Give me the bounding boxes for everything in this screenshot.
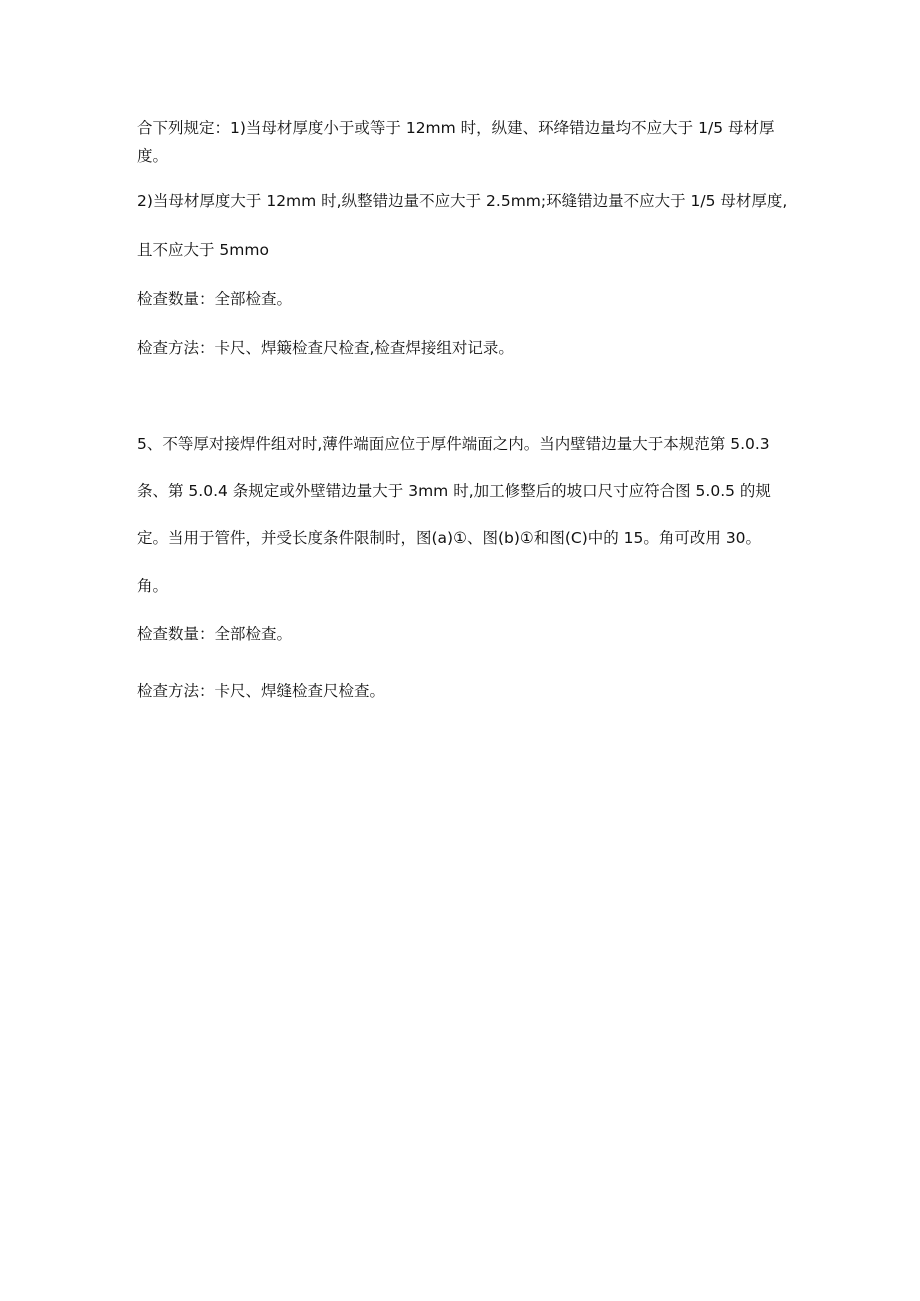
text-line-1: 合下列规定：1)当母材厚度小于或等于 12mm 时，纵建、环绛错边量均不应大于 1/5 母材厚: [137, 119, 775, 137]
text-line-4: 且不应大于 5mmo: [137, 241, 269, 259]
text-line-10: 角。: [137, 577, 169, 595]
text-line-9: 定。当用于管件，并受长度条件限制时，图(a)①、图(b)①和图(C)中的 15。角可改用 30。: [137, 529, 762, 547]
text-line-2: 度。: [137, 147, 169, 165]
text-line-3: 2)当母材厚度大于 12mm 时,纵整错边量不应大于 2.5mm;环缝错边量不应大于 1/5 母材厚度,: [137, 192, 788, 210]
text-line-11: 检查数量：全部检查。: [137, 625, 293, 643]
text-line-6: 检查方法：卡尺、焊簸检查尺检查,检查焊接组对记录。: [137, 339, 514, 357]
text-line-8: 条、第 5.0.4 条规定或外壁错边量大于 3mm 时,加工修整后的坡口尺寸应符合图 5.0.5 的规: [137, 482, 771, 500]
text-line-7: 5、不等厚对接焊件组对时,薄件端面应位于厚件端面之内。当内壁错边量大于本规范第 5.0.3: [137, 435, 770, 453]
text-line-12: 检查方法：卡尺、焊缝检查尺检查。: [137, 682, 386, 700]
text-line-5: 检查数量：全部检查。: [137, 290, 293, 308]
